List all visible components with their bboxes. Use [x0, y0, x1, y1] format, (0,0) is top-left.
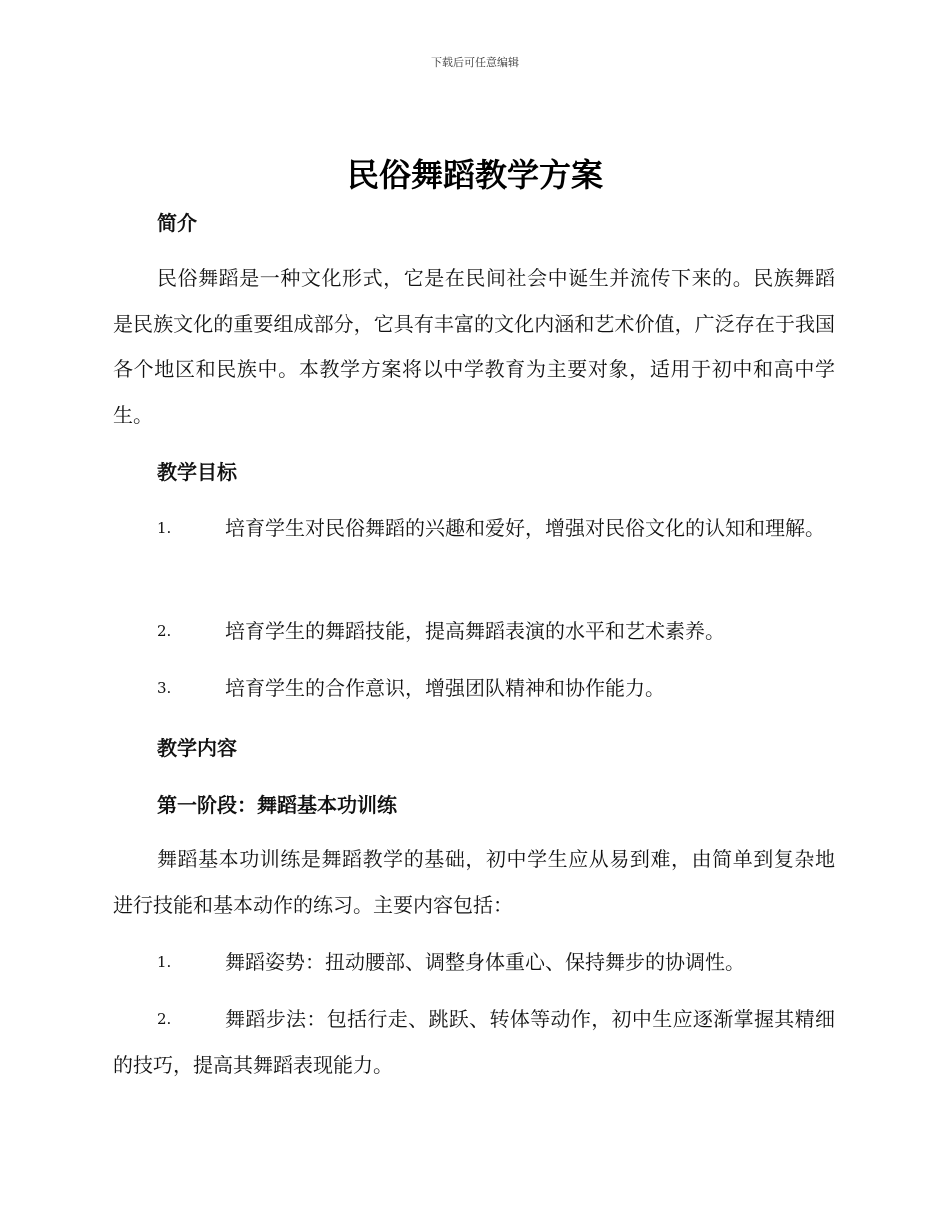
- header-note: 下载后可任意编辑: [431, 56, 519, 69]
- section-heading-intro: 简介: [157, 211, 197, 235]
- section-heading-content: 教学内容: [157, 736, 237, 760]
- stage1-item: [113, 940, 835, 986]
- stage1-paragraph: 舞蹈基本功训练是舞蹈教学的基础，初中学生应从易到难，由简单到复杂地进行技能和基本动作的练习。主要内容包括：: [113, 847, 835, 917]
- goal-item: [113, 609, 835, 655]
- list-number: 1.: [157, 519, 172, 537]
- list-number: 2.: [157, 622, 172, 640]
- goal-item: [113, 666, 835, 712]
- stage1-heading: 第一阶段：舞蹈基本功训练: [157, 793, 397, 817]
- list-text: 培育学生的舞蹈技能，提高舞蹈表演的水平和艺术素养。: [225, 619, 725, 643]
- intro-paragraph: 民俗舞蹈是一种文化形式，它是在民间社会中诞生并流传下来的。民族舞蹈是民族文化的重要组成部分，它具有丰富的文化内涵和艺术价值，广泛存在于我国各个地区和民族中。本教学方案将以中学教育为主要对象，适用于初中和高中学生。: [113, 266, 835, 427]
- list-number: 2.: [157, 1010, 172, 1028]
- list-text: 培育学生对民俗舞蹈的兴趣和爱好，增强对民俗文化的认知和理解。: [225, 516, 825, 540]
- list-number: 3.: [157, 679, 172, 697]
- list-number: 1.: [157, 953, 172, 971]
- list-text: 培育学生的合作意识，增强团队精神和协作能力。: [225, 676, 665, 700]
- section-heading-goals: 教学目标: [157, 460, 237, 484]
- stage1-item: [113, 997, 835, 1088]
- goal-item: [113, 506, 835, 552]
- list-text: 舞蹈姿势：扭动腰部、调整身体重心、保持舞步的协调性。: [225, 950, 745, 974]
- list-text: 舞蹈步法：包括行走、跳跃、转体等动作，初中生应逐渐掌握其精细的技巧，提高其舞蹈表现能力。: [113, 1007, 835, 1077]
- document-title: 民俗舞蹈教学方案: [346, 156, 603, 194]
